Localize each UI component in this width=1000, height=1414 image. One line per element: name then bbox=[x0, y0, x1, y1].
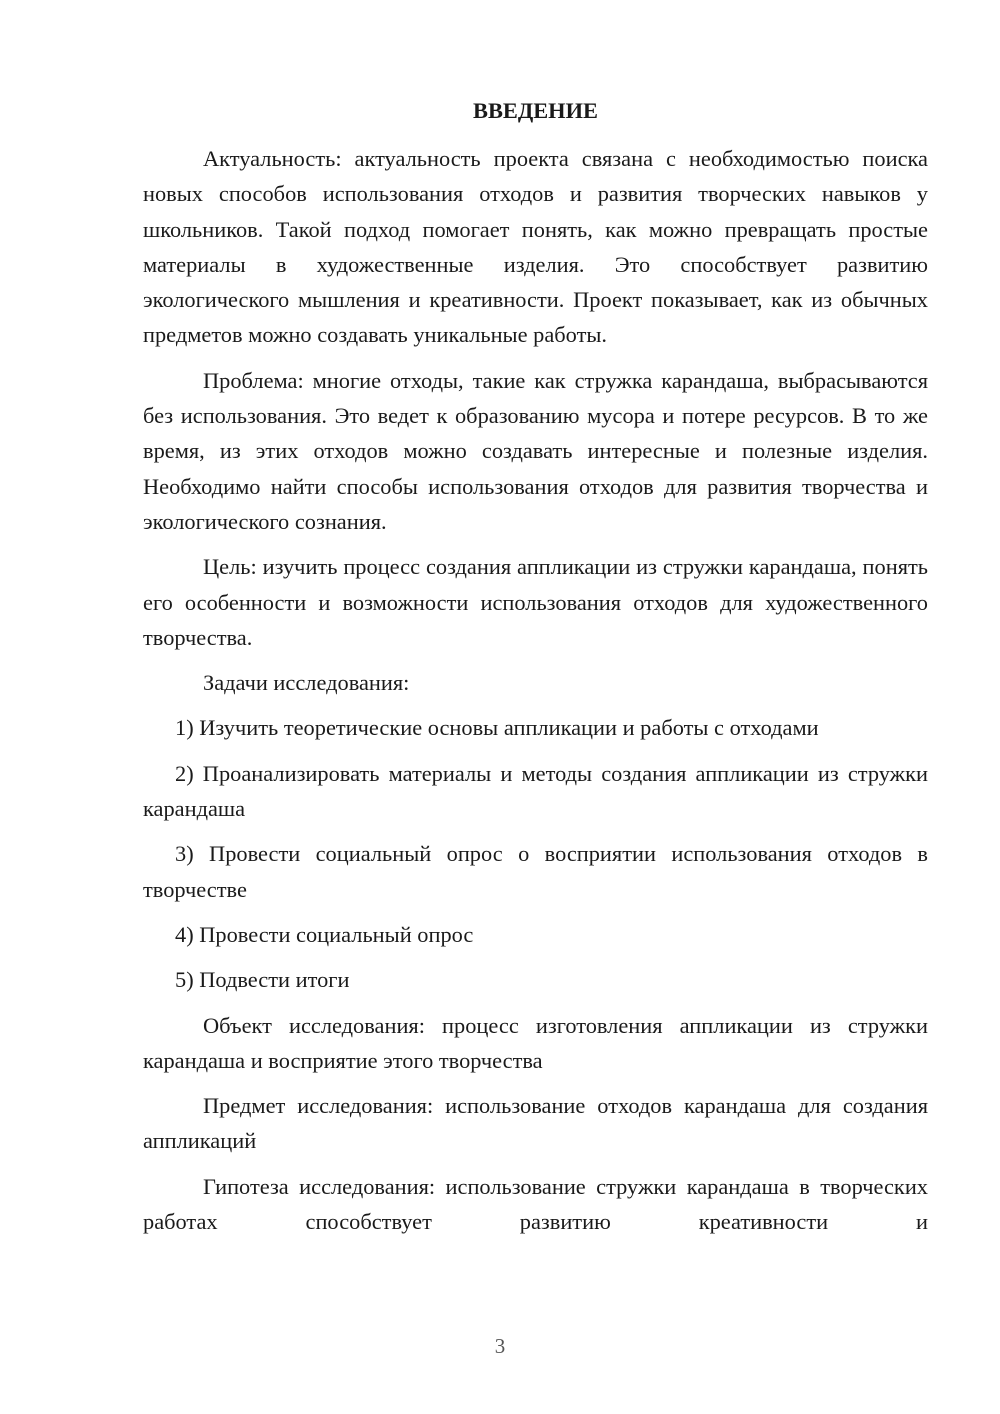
page-number: 3 bbox=[494, 1334, 506, 1358]
section-title: ВВЕДЕНИЕ bbox=[473, 98, 598, 123]
document-page bbox=[143, 96, 928, 1249]
hypothesis-paragraph: Гипотеза исследования: использование стружки карандаша в творческих работах способствует развитию креативности и bbox=[143, 1173, 928, 1235]
problem-paragraph: Проблема: многие отходы, такие как стружка карандаша, выбрасываются без использования. Это ведет к образованию мусора и потере ресурсов. В то же время, из этих отходов можно создавать интересные и полезные изделия. Необходимо найти способы использования отходов для развития творчества и экологического сознания. bbox=[143, 367, 928, 534]
object-paragraph: Объект исследования: процесс изготовления аппликации из стружки карандаша и восприятие этого творчества bbox=[143, 1012, 928, 1073]
task-item: 4) Провести социальный опрос bbox=[175, 921, 474, 947]
task-item: 2) Проанализировать материалы и методы создания аппликации из стружки карандаша bbox=[143, 760, 928, 822]
task-item: 3) Провести социальный опрос о восприятии использования отходов в творчестве bbox=[143, 841, 928, 902]
relevance-paragraph: Актуальность: актуальность проекта связана с необходимостью поиска новых способов использования отходов и развития творческих навыков у школьников. Такой подход помогает понять, как можно превращать простые материалы в художественные изделия. Это способствует развитию экологического мышления и креативности. Проект показывает, как из обычных предметов можно создавать уникальные работы. bbox=[143, 146, 928, 348]
goal-paragraph: Цель: изучить процесс создания аппликации из стружки карандаша, понять его особенности и возможности использования отходов для художественного творчества. bbox=[143, 554, 928, 650]
task-item: 1) Изучить теоретические основы аппликации и работы с отходами bbox=[175, 715, 819, 741]
subject-paragraph: Предмет исследования: использование отходов карандаша для создания аппликаций bbox=[143, 1093, 928, 1154]
task-item: 5) Подвести итоги bbox=[175, 967, 350, 993]
tasks-heading: Задачи исследования: bbox=[203, 670, 410, 696]
